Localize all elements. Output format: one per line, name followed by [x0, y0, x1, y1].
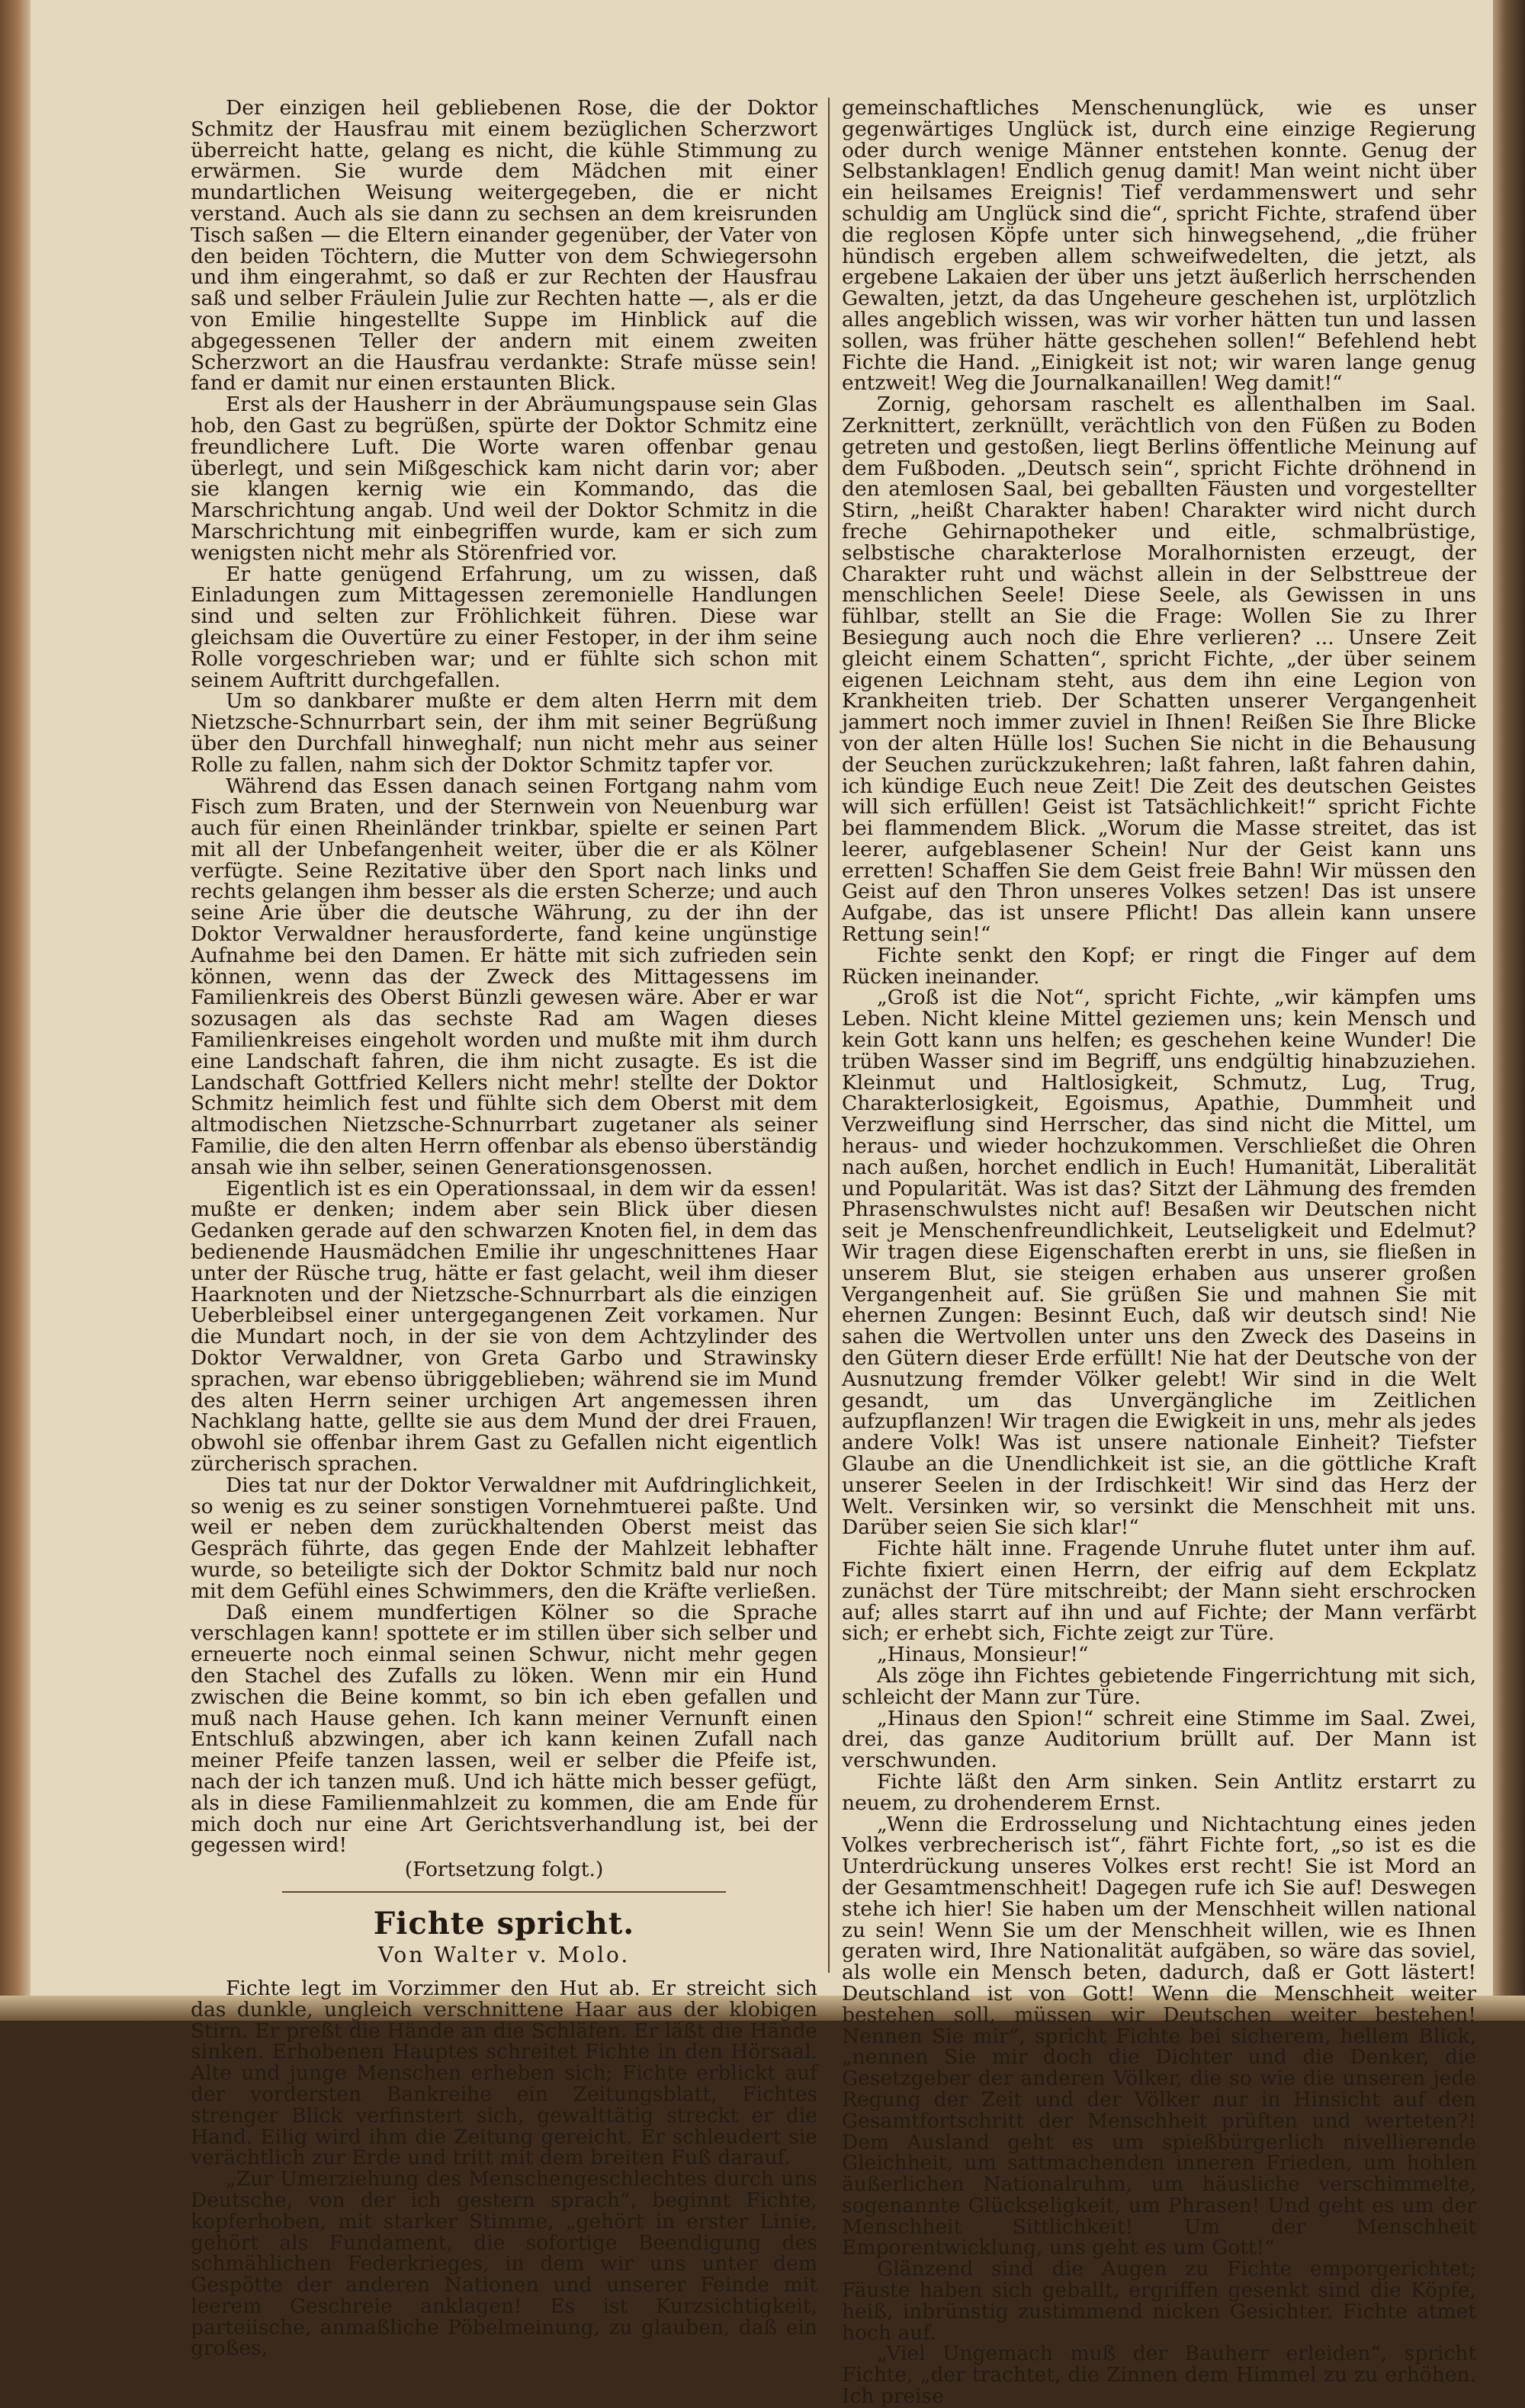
paragraph: Fichte läßt den Arm sinken. Sein Antlitz erstarrt zu neuem, zu drohenderem Ernst.: [842, 1769, 1476, 1815]
paragraph: Er hatte genügend Erfahrung, um zu wissen, daß Einladungen zum Mittagessen zeremonielle Handlungen sind und selten zur Fröhlichkeit führen. Diese war gleichsam die Ouvertüre zu einer Festoper, in der ihm seine Rolle vorgeschrieben war; und er fühlte sich schon mit seinem Auftritt durchgefallen.: [191, 562, 817, 692]
paragraph: „Viel Ungemach muß der Bauherr erleiden“, spricht Fichte, „der trachtet, die Zinnen dem Himmel zu zu erhöhen. Ich preise: [842, 2342, 1476, 2408]
continuation-note: (Fortsetzung folgt.): [404, 1858, 604, 1882]
paragraph: Dies tat nur der Doktor Verwaldner mit Aufdringlichkeit, so wenig es zu seiner sonstigen Vornehmtuerei paßte. Und weil er neben dem zurückhaltenden Oberst meist das Gespräch führte, das gegen Ende der Mahlzeit lebhafter wurde, so beteiligte sich der Doktor Schmitz bald nur noch mit dem Gefühl eines Schwimmers, den die Kräfte verließen.: [191, 1473, 817, 1603]
paragraph: Glänzend sind die Augen zu Fichte emporgerichtet; Fäuste haben sich geballt, ergriffen gesenkt sind die Köpfe, heiß, inbrünstig zustimmend nicken Gesichter. Fichte atmet hoch auf.: [842, 2257, 1476, 2345]
section-divider: [282, 1891, 726, 1893]
page-left-edge: [0, 0, 30, 2021]
paragraph: Fichte senkt den Kopf; er ringt die Finger auf dem Rücken ineinander.: [842, 943, 1476, 989]
paragraph: Um so dankbarer mußte er dem alten Herrn mit dem Nietzsche-Schnurrbart sein, der ihm mit seiner Begrüßung über den Durchfall hinweghalf; nun nicht mehr aus seiner Rolle zu fallen, nahm sich der Doktor Schmitz tapfer vor.: [191, 689, 817, 777]
paragraph: Daß einem mundfertigen Kölner so die Sprache verschlagen kann! spottete er im stillen über sich selber und erneuerte noch einmal seinen Schwur, nicht mehr gegen den Stachel des Zufalls zu löken. Wenn mir ein Hund zwischen die Beine kommt, so bin ich eben gefallen und muß nach Hause gehen. Ich kann meiner Vernunft einen Entschluß abzwingen, aber ich kann keinen Zufall nach meiner Pfeife tanzen lassen, weil er selber die Pfeife ist, nach der ich tanzen muß. Und ich hätte mich besser gefügt, als in diese Familienmahlzeit zu kommen, die am Ende für mich doch nur eine Art Gerichtsverhandlung ist, bei der gegessen wird!: [191, 1600, 817, 1858]
book-binding: [1493, 0, 1525, 2021]
article-title: Fichte spricht.: [373, 1905, 635, 1941]
paragraph: Zornig, gehorsam raschelt es allenthalben im Saal. Zerknittert, zerknüllt, verächtlich von den Füßen zu Boden getreten und gestoßen, liegt Berlins öffentliche Meinung auf dem Fußboden. „Deutsch sein“, spricht Fichte dröhnend in den atemlosen Saal, bei geballten Fäusten und vorgestellter Stirn, „heißt Charakter haben! Charakter wird nicht durch freche Gehirnapotheker und eitle, schmalbrüstige, selbstische charakterlose Moralhornisten erzeugt, der Charakter ruht und wächst allein in der Selbsttreue der menschlichen Seele! Diese Seele, als Gewissen in uns fühlbar, stellt an Sie die Frage: Wollen Sie zu Ihrer Besiegung auch noch die Ehre verlieren? ... Unsere Zeit gleicht einem Schatten“, spricht Fichte, „der über seinem eigenen Leichnam steht, aus dem ihn eine Legion von Krankheiten trieb. Der Schatten unserer Vergangenheit jammert noch immer zuviel in Ihnen! Reißen Sie Ihre Blicke von der alten Hülle los! Suchen Sie nicht in die Behausung der Seuchen zurückzukehren; laßt fahren, laßt fahren dahin, ich kündige Euch neue Zeit! Die Zeit des deutschen Geistes will sich erfüllen! Geist ist Tatsächlichkeit!“ spricht Fichte bei flammendem Blick. „Worum die Masse streitet, das ist leerer, aufgeblasener Schein! Nur der Geist kann uns erretten! Schaffen Sie dem Geist freie Bahn! Wir müssen den Geist auf den Thron unseres Volkes setzen! Das ist unsere Aufgabe, das ist unsere Pflicht! Das allein kann unsere Rettung sein!“: [842, 393, 1476, 947]
paragraph: „Wenn die Erdrosselung und Nichtachtung eines jeden Volkes verbrecherisch ist“, fährt Fichte fort, „so ist es die Unterdrückung unseres Volkes erst recht! Sie ist Mord an der Gesamtmenschheit! Dagegen rufe ich Sie auf! Deswegen stehe ich hier! Sie haben um der Menschheit willen national zu sein! Wenn Sie um der Menschheit willen, wie es Ihnen geraten wird, Ihre Nationalität aufgäben, so wäre das soviel, als wolle ein Mensch beten, dadurch, daß er Gott lästert! Deutschland ist von Gott! Wenn die Menschheit weiter bestehen soll, müssen wir Deutschen weiter bestehen! Nennen Sie mir“, spricht Fichte bei sicherem, hellem Blick, „nennen Sie mir doch die Dichter und die Denker, die Gesetzgeber der anderen Völker, die so wie die unseren jede Regung der Zeit und der Völker nur in Hinsicht auf den Gesamtfortschritt der Menschheit prüften und werteten?! Dem Ausland geht es um spießbürgerlich nivellierende Gleichheit, um sattmachenden inneren Frieden, um hohlen äußerlichen Nationalruhm, um häusliche verschimmelte, sogenannte Glückseligkeit, um Phrasen! Und geht es um der Menschheit Sittlichkeit! Um der Menschheit Emporentwicklung, uns geht es um Gott!“: [842, 1812, 1476, 2260]
paragraph: „Zur Umerziehung des Menschengeschlechtes durch uns Deutsche, von der ich gestern sprach“, beginnt Fichte, kopferhoben, mit starker Stimme, „gehört in erster Linie, gehört als Fundament, die sofortige Beendigung des schmählichen Federkrieges, in dem wir uns unter dem Gespötte der anderen Nationen und unserer Feinde mit leerem Geschreie anklagen! Es ist Kurzsichtigkeit, parteiische, anmaßliche Pöbelmeinung, zu glauben, daß ein großes,: [191, 2167, 817, 2361]
paragraph: Erst als der Hausherr in der Abräumungspause sein Glas hob, den Gast zu begrüßen, spürte der Doktor Schmitz eine freundlichere Luft. Die Worte waren offenbar genau überlegt, und sein Mißgeschick kam nicht darin vor; aber sie klangen kernig wie ein Kommando, das die Marschrichtung angab. Und weil der Doktor Schmitz in die Marschrichtung mit einbegriffen wurde, kam er sich zum wenigsten nicht mehr als Störenfried vor.: [191, 393, 817, 565]
paragraph: Fichte legt im Vorzimmer den Hut ab. Er streicht sich das dunkle, ungleich verschnittene Haar aus der klobigen Stirn. Er preßt die Hände an die Schläfen. Er läßt die Hände sinken. Erhobenen Hauptes schreitet Fichte in den Hörsaal. Alte und junge Menschen erheben sich; Fichte erblickt auf der vordersten Bankreihe ein Zeitungsblatt, Fichtes strenger Blick verfinstert sich, gewalttätig streckt er die Hand. Eilig wird ihm die Zeitung gereicht. Er schleudert sie verächtlich zur Erde und tritt mit dem breiten Fuß darauf.: [191, 1976, 817, 2170]
paragraph: Fichte hält inne. Fragende Unruhe flutet unter ihm auf. Fichte fixiert einen Herrn, der eifrig auf dem Eckplatz zunächst der Türe mitschreibt; der Mann sieht erschrocken auf; alles starrt auf ihn und auf Fichte; der Mann verfärbt sich; er erhebt sich, Fichte zeigt zur Türe.: [842, 1537, 1476, 1646]
paragraph: Der einzigen heil gebliebenen Rose, die der Doktor Schmitz der Hausfrau mit einem bezüglichen Scherzwort überreicht hatte, gelang es nicht, die kühle Stimmung zu erwärmen. Sie wurde dem Mädchen mit einer mundartlichen Weisung weitergegeben, die er nicht verstand. Auch als sie dann zu sechsen an dem kreisrunden Tisch saßen — die Eltern einander gegenüber, der Vater von den beiden Töchtern, die Mutter von dem Schwiegersohn und ihm eingerahmt, so daß er zur Rechten der Hausfrau saß und selber Fräulein Julie zur Rechten hatte —, als er die von Emilie hingestellte Suppe im Hinblick auf die abgegessenen Teller der andern mit einem zweiten Scherzwort an die Hausfrau verdankte: Strafe müsse sein! fand er damit nur einen erstaunten Blick.: [191, 96, 817, 396]
column-rule: [828, 98, 830, 1973]
paragraph: Während das Essen danach seinen Fortgang nahm vom Fisch zum Braten, und der Sternwein von Neuenburg war auch für einen Rheinländer trinkbar, spielte er seinen Part mit all der Unbefangenheit weiter, über die er als Kölner verfügte. Seine Rezitative über den Sport nach links und rechts gelangen ihm besser als die ersten Scherze; und auch seine Arie über die deutsche Währung, zu der ihn der Doktor Verwaldner herausforderte, fand keine ungünstige Aufnahme bei den Damen. Er hätte mit sich zufrieden sein können, wenn das der Zweck des Mittagessens im Familienkreis des Oberst Bünzli gewesen wäre. Aber er war sozusagen als das sechste Rad am Wagen dieses Familienkreises eingeholt worden und mußte mit ihm durch eine Landschaft fahren, die ihm nicht zusagte. Es ist die Landschaft Gottfried Kellers nicht mehr! stellte der Doktor Schmitz heimlich fest und fühlte sich dem Oberst mit dem altmodischen Nietzsche-Schnurrbart zugetaner als seiner Familie, die den alten Herrn offenbar als ebenso überständig ansah wie ihn selber, seinen Generationsgenossen.: [191, 774, 817, 1179]
right-column: [842, 96, 1476, 2408]
paragraph: „Hinaus, Monsieur!“: [877, 1643, 1089, 1667]
paragraph: „Hinaus den Spion!“ schreit eine Stimme im Saal. Zwei, drei, das ganze Auditorium brüllt auf. Der Mann ist verschwunden.: [842, 1706, 1476, 1773]
article-byline: Von Walter v. Molo.: [377, 1941, 631, 1967]
paragraph: Als zöge ihn Fichtes gebietende Fingerrichtung mit sich, schleicht der Mann zur Türe.: [842, 1663, 1476, 1709]
paragraph: Eigentlich ist es ein Operationssaal, in dem wir da essen! mußte er denken; indem aber sein Blick über diesen Gedanken gerade auf den schwarzen Knoten fiel, in dem das bedienende Hausmädchen Emilie ihr ungeschnittenes Haar unter der Rüsche trug, hätte er fast gelacht, weil ihm dieser Haarknoten und der Nietzsche-Schnurrbart als die einzigen Ueberbleibsel einer untergegangenen Zeit vorkamen. Nur die Mundart noch, in der sie von dem Achtzylinder des Doktor Verwaldner, von Greta Garbo und Strawinsky sprachen, war ebenso übriggeblieben; während sie im Mund des alten Herrn seiner urchigen Art angemessen ihren Nachklang hatte, gellte sie aus dem Mund der drei Frauen, obwohl sie offenbar ihrem Gast zu Gefallen nicht eigentlich zürcherisch sprachen.: [191, 1176, 817, 1476]
paragraph: „Groß ist die Not“, spricht Fichte, „wir kämpfen ums Leben. Nicht kleine Mittel geziemen uns; kein Mensch und kein Gott kann uns helfen; es geschehen keine Wunder! Die trüben Wasser sind im Begriff, uns endgültig hinabzuziehen. Kleinmut und Haltlosigkeit, Schmutz, Lug, Trug, Charakterlosigkeit, Egoismus, Apathie, Dummheit und Verzweiflung sind Herrscher, das sind nicht die Mittel, um heraus- und wieder hochzukommen. Verschließet die Ohren nach außen, horchet endlich in Euch! Humanität, Liberalität und Popularität. Was ist das? Sitzt der Lähmung des fremden Phrasenschwulstes nicht auf! Besaßen wir Deutschen nicht seit je Menschenfreundlichkeit, Leutseligkeit und Edelmut? Wir tragen diese Eigenschaften ererbt in uns, sie fließen in unserem Blut, sie steigen erhaben aus unserer großen Vergangenheit auf. Sie grüßen Sie und mahnen Sie mit ehernen Zungen: Besinnt Euch, daß wir deutsch sind! Nie sahen die Wertvollen unter uns den Zweck des Daseins in den Gütern dieser Erde erfüllt! Nie hat der Deutsche von der Ausnutzung fremder Völker gelebt! Wir sind in die Welt gesandt, um das Unvergängliche im Zeitlichen aufzupflanzen! Wir tragen die Ewigkeit in uns, mehr als jedes andere Volk! Was ist unsere nationale Einheit? Tiefster Glaube an die Unendlichkeit ist sie, an die göttliche Kraft unserer Seelen in der Irdischkeit! Wir sind das Herz der Welt. Versinken wir, so versinkt die Menschheit mit uns. Darüber seien Sie sich klar!“: [842, 986, 1476, 1540]
paragraph: gemeinschaftliches Menschenunglück, wie es unser gegenwärtiges Unglück ist, durch eine einzige Regierung oder durch wenige Männer entstehen konnte. Genug der Selbstanklagen! Endlich genug damit! Man weint nicht über ein heilsames Ereignis! Tief verdammenswert und sehr schuldig am Unglück sind die“, spricht Fichte, strafend über die reglosen Köpfe unter sich hinwegsehend, „die früher hündisch ergeben allem schweifwedelten, die jetzt, als ergebene Lakaien der über uns jetzt äußerlich herrschenden Gewalten, jetzt, da das Ungeheure geschehen ist, urplötzlich alles angeblich wissen, was wir vorher hätten tun und lassen sollen, was früher hätte geschehen sollen!“ Befehlend hebt Fichte die Hand. „Einigkeit ist not; wir waren lange genug entzweit! Weg die Journalkanaillen! Weg damit!“: [842, 96, 1476, 396]
left-column: [191, 96, 817, 2361]
